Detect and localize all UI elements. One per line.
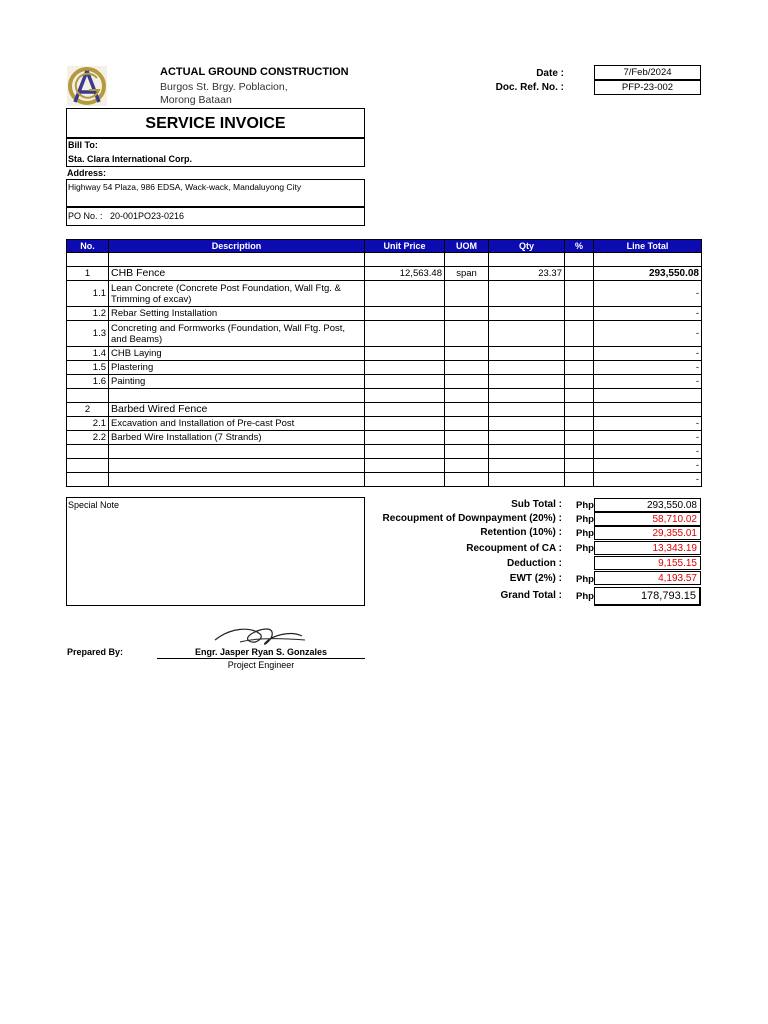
signature-line xyxy=(157,658,365,659)
item-description: Excavation and Installation of Pre-cast Post xyxy=(109,417,365,431)
table-row xyxy=(67,375,702,389)
bill-to-box xyxy=(66,138,365,167)
downpayment-label: Recoupment of Downpayment (20%) : xyxy=(382,513,562,524)
address-box xyxy=(66,179,365,207)
item-description: Rebar Setting Installation xyxy=(109,307,365,321)
item-no: 1.3 xyxy=(67,321,109,347)
item-no: 1.6 xyxy=(67,375,109,389)
retention-value: 29,355.01 xyxy=(594,526,701,540)
invoice-title: SERVICE INVOICE xyxy=(66,108,365,138)
item-line-total: - xyxy=(594,321,702,347)
item-line-total: - xyxy=(594,445,702,459)
item-line-total: - xyxy=(594,347,702,361)
ca-value: 13,343.19 xyxy=(594,541,701,555)
item-line-total: - xyxy=(594,361,702,375)
grand-total-label: Grand Total : xyxy=(500,590,562,601)
po-number: 20-001PO23-0216 xyxy=(110,211,185,221)
company-name: ACTUAL GROUND CONSTRUCTION xyxy=(160,66,349,78)
item-line-total: - xyxy=(594,307,702,321)
item-no: 1.5 xyxy=(67,361,109,375)
retention-currency: Php xyxy=(576,528,594,539)
subtotal-currency: Php xyxy=(576,500,594,511)
table-row xyxy=(67,403,702,417)
bill-to-address: Highway 54 Plaza, 986 EDSA, Wack-wack, Mandaluyong City xyxy=(68,182,302,192)
item-no: 1.4 xyxy=(67,347,109,361)
ewt-currency: Php xyxy=(576,574,594,585)
item-line-total: 293,550.08 xyxy=(594,267,702,281)
table-row-spacer xyxy=(67,253,702,267)
table-row xyxy=(67,459,702,473)
preparer-position: Project Engineer xyxy=(227,660,295,670)
date-value: 7/Feb/2024 xyxy=(594,65,701,80)
col-header-qty: Qty xyxy=(489,240,565,253)
item-no: 1 xyxy=(67,267,109,281)
item-description: CHB Laying xyxy=(109,347,365,361)
deduction-value: 9,155.15 xyxy=(594,556,701,570)
item-description: Barbed Wire Installation (7 Strands) xyxy=(109,431,365,445)
table-row xyxy=(67,281,702,307)
po-box xyxy=(66,207,365,226)
date-label: Date : xyxy=(536,68,564,79)
signature-image xyxy=(210,620,310,650)
item-no: 1.2 xyxy=(67,307,109,321)
company-address-line2: Morong Bataan xyxy=(160,94,232,106)
doc-ref-value: PFP-23-002 xyxy=(594,80,701,95)
ca-label: Recoupment of CA : xyxy=(466,543,562,554)
table-row xyxy=(67,321,702,347)
item-description: Plastering xyxy=(109,361,365,375)
ewt-value: 4,193.57 xyxy=(594,571,701,585)
item-description: Painting xyxy=(109,375,365,389)
item-uom: span xyxy=(445,267,489,281)
preparer-name: Engr. Jasper Ryan S. Gonzales xyxy=(194,647,328,657)
doc-ref-label: Doc. Ref. No. : xyxy=(495,82,564,93)
item-no: 1.1 xyxy=(67,281,109,307)
item-line-total: - xyxy=(594,459,702,473)
col-header-uom: UOM xyxy=(445,240,489,253)
subtotal-value: 293,550.08 xyxy=(594,498,701,512)
retention-label: Retention (10%) : xyxy=(480,527,562,538)
bill-to-name: Sta. Clara International Corp. xyxy=(68,154,193,164)
table-row xyxy=(67,347,702,361)
company-address-line1: Burgos St. Brgy. Poblacion, xyxy=(160,81,288,93)
special-note-box xyxy=(66,497,365,606)
col-header-line-total: Line Total xyxy=(594,240,702,253)
table-row-spacer xyxy=(67,389,702,403)
item-description: Concreting and Formworks (Foundation, Wall Ftg. Post, and Beams) xyxy=(109,321,365,347)
items-table xyxy=(66,239,702,487)
item-qty: 23.37 xyxy=(489,267,565,281)
special-note-label: Special Note xyxy=(68,500,120,510)
company-logo xyxy=(67,66,107,106)
item-description: CHB Fence xyxy=(109,267,365,281)
item-description: Barbed Wired Fence xyxy=(109,403,365,417)
item-percent xyxy=(565,267,594,281)
table-row xyxy=(67,267,702,281)
grand-total-value: 178,793.15 xyxy=(594,587,701,606)
item-no: 2.1 xyxy=(67,417,109,431)
address-label: Address: xyxy=(67,168,107,178)
grand-total-currency: Php xyxy=(576,591,594,602)
po-label: PO No. : xyxy=(68,211,103,221)
item-line-total: - xyxy=(594,431,702,445)
table-row xyxy=(67,473,702,487)
table-header-row xyxy=(67,240,702,253)
item-line-total: - xyxy=(594,473,702,487)
prepared-by-label: Prepared By: xyxy=(67,647,124,657)
item-line-total: - xyxy=(594,417,702,431)
table-row xyxy=(67,431,702,445)
col-header-no: No. xyxy=(67,240,109,253)
col-header-description: Description xyxy=(109,240,365,253)
item-no: 2 xyxy=(67,403,109,417)
item-description: Lean Concrete (Concrete Post Foundation, Wall Ftg. & Trimming of excav) xyxy=(109,281,365,307)
company-address xyxy=(160,81,288,107)
item-line-total: - xyxy=(594,281,702,307)
col-header-unit-price: Unit Price xyxy=(365,240,445,253)
ewt-label: EWT (2%) : xyxy=(509,573,562,584)
table-row xyxy=(67,445,702,459)
col-header-percent: % xyxy=(565,240,594,253)
ca-currency: Php xyxy=(576,543,594,554)
downpayment-currency: Php xyxy=(576,514,594,525)
table-row xyxy=(67,307,702,321)
item-no: 2.2 xyxy=(67,431,109,445)
bill-to-label: Bill To: xyxy=(68,140,98,150)
item-unit-price: 12,563.48 xyxy=(365,267,445,281)
deduction-label: Deduction : xyxy=(507,558,562,569)
subtotal-label: Sub Total : xyxy=(511,499,562,510)
item-line-total: - xyxy=(594,375,702,389)
table-row xyxy=(67,417,702,431)
downpayment-value: 58,710.02 xyxy=(594,512,701,526)
table-row xyxy=(67,361,702,375)
